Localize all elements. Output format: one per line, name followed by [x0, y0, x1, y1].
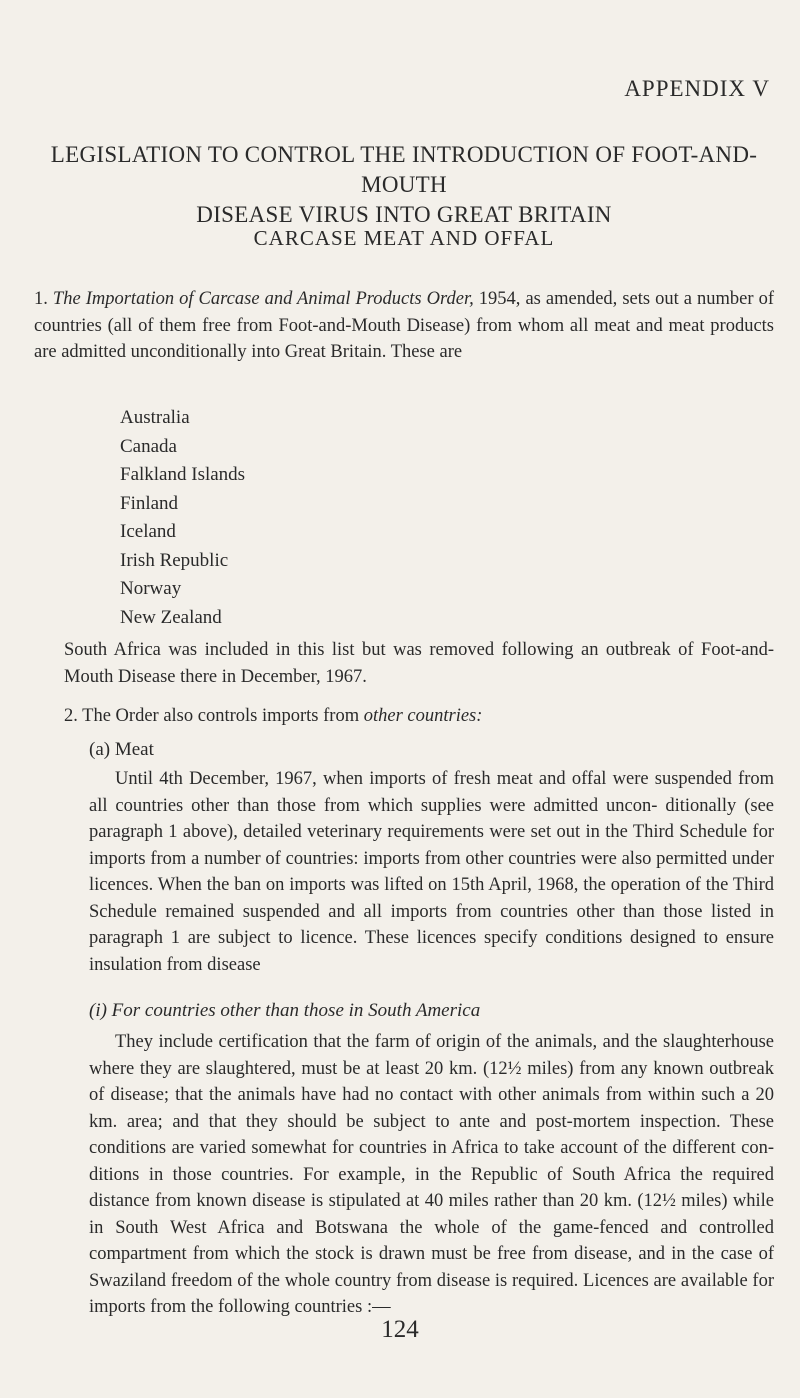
- section-subtitle: CARCASE MEAT AND OFFAL: [253, 226, 555, 250]
- paragraph-1-number: 1.: [34, 289, 53, 309]
- paragraph-1-text: 1954, as amended, sets out a number of countries (all of them free from Foot-and-Mouth Disease) from whom all meat and meat products are admitted unconditionally into Great Britain. These are: [34, 289, 775, 362]
- paragraph-1: [34, 286, 774, 366]
- country-item: Finland: [120, 492, 179, 514]
- section-a-heading: (a) Meat: [89, 739, 154, 760]
- country-list: [120, 404, 245, 632]
- country-item: Norway: [120, 578, 182, 599]
- title-line-2: DISEASE VIRUS INTO GREAT BRITAIN: [196, 202, 612, 227]
- section-i-heading: [89, 1000, 480, 1022]
- page-number: 124: [381, 1316, 419, 1343]
- order-title: The Importation of Carcase and Animal Products Order,: [52, 289, 474, 309]
- section-i-label: (i) For countries other than those in South America: [89, 1000, 481, 1021]
- paragraph-2-lead: 2. The Order also controls imports from: [64, 706, 364, 726]
- country-item: Iceland: [120, 521, 176, 542]
- south-africa-note: South Africa was included in this list but was removed following an outbreak of Foot-and-Mouth Disease there in December, 1967.: [64, 640, 774, 687]
- title-line-1: LEGISLATION TO CONTROL THE INTRODUCTION OF FOOT-AND-MOUTH: [50, 142, 758, 197]
- paragraph-2: [64, 703, 774, 730]
- section-a-text: Until 4th December, 1967, when imports of fresh meat and offal were suspended from all countries other than those from which supplies were admitted uncon- ditionally (see paragraph 1 above), detailed veterinary requirements were set out in the Third Schedule for imports from a number of countries: imports from other countries were also permitted under licences. When the ban on imports was lifted on 15th April, 1968, the operation of the Third Schedule remained suspended and all imports from countries other than those listed in paragraph 1 are subject to licence. These licences specify conditions designed to ensure insulation from disease: [89, 769, 774, 975]
- document-title: [34, 140, 774, 230]
- section-i-text: They include certification that the farm of origin of the animals, and the slaughterhouse where they are slaughtered, must be at least 20 km. (12½ miles) from any known outbreak of disease; that the animals have had no contact with other animals from within such a 20 km. area; and that they should be subject to ante and post-mortem inspection. These conditions are varied somewhat for countries in Africa to take account of the different con- ditions in those countries. For example, in the Republic of South Africa the required distance from known disease is stipulated at 40 miles rather than 20 km. (12½ miles) while in South West Africa and Botswana the whole of the game-fenced and controlled compartment from which the stock is drawn must be free from disease, and in the case of Swaziland freedom of the whole country from disease is required. Licences are available for imports from the following countries :—: [89, 1032, 774, 1317]
- appendix-heading: APPENDIX V: [624, 76, 770, 101]
- country-item: Irish Republic: [120, 549, 229, 571]
- paragraph-2-emphasis: other countries:: [363, 706, 483, 726]
- country-item: Canada: [120, 435, 177, 457]
- country-item: Australia: [120, 407, 190, 428]
- country-item: Falkland Islands: [120, 464, 246, 485]
- country-item: New Zealand: [120, 606, 222, 628]
